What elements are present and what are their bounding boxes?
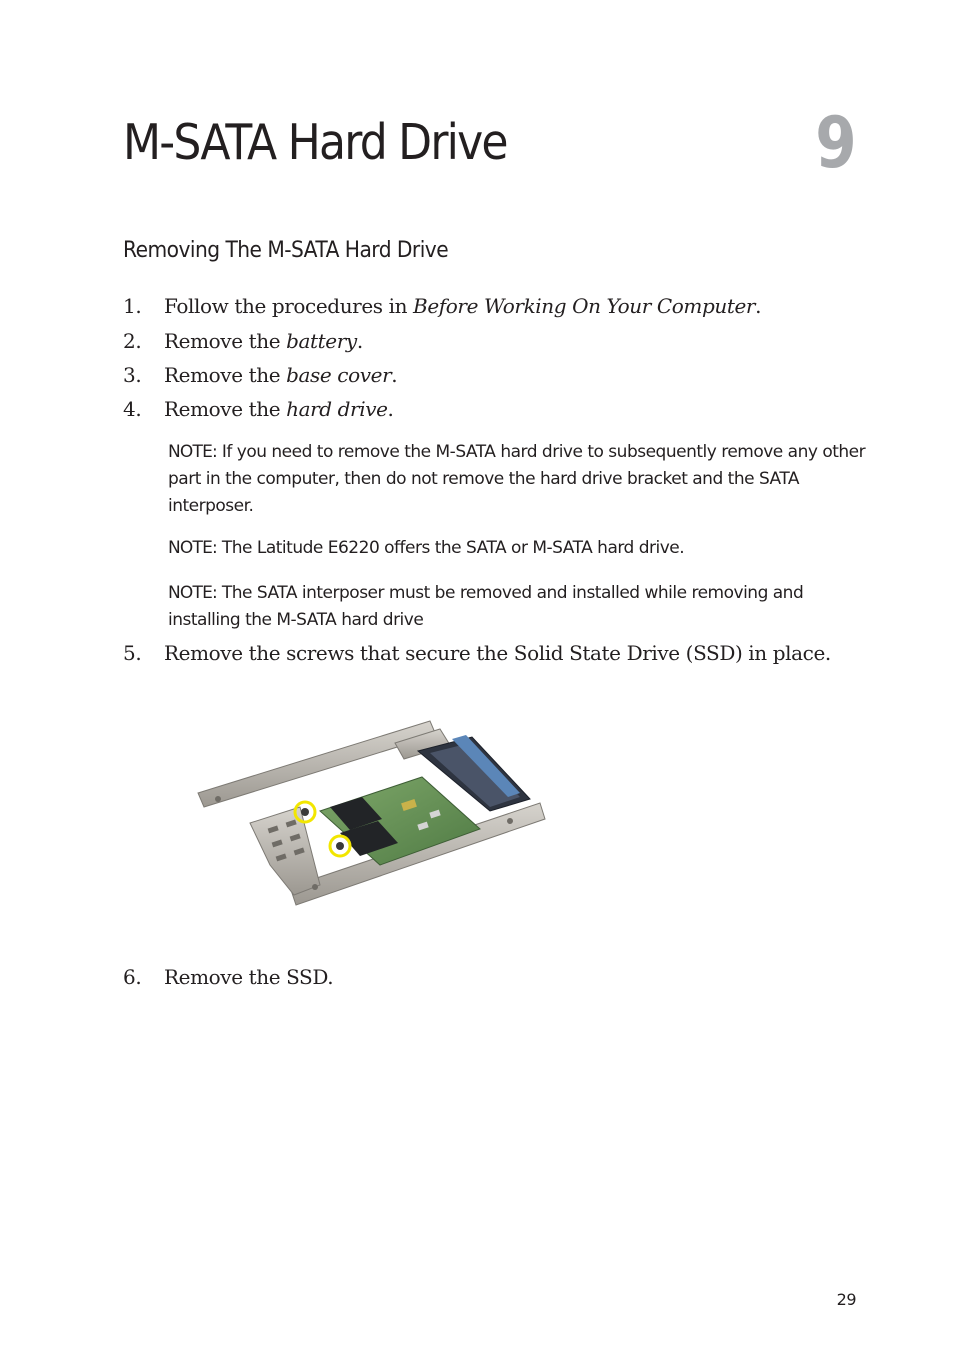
step-number: 4. [123,397,142,421]
step-2 [123,331,363,351]
note-3 [168,580,868,634]
step-number: 5. [123,641,142,665]
step-text: Remove the [164,363,287,387]
note-label: NOTE: [168,538,217,558]
step-5 [123,643,831,663]
step-text-end: . [391,363,398,387]
step-4 [123,399,394,419]
note-text: If you need to remove the M-SATA hard drive to subsequently remove any other part in the computer, then do not remove the hard drive bracket and the SATA interposer. [168,442,866,516]
step-3 [123,365,397,385]
note-text: The SATA interposer must be removed and installed while removing and installing the M-SATA hard drive [168,583,804,630]
note-2 [168,535,868,562]
step-text-end: . [755,294,762,318]
page-number: 29 [836,1290,856,1309]
step-text-end: . [387,397,394,421]
note-text: The Latitude E6220 offers the SATA or M-SATA hard drive. [216,538,685,558]
step-text: Remove the screws that secure the Solid State Drive (SSD) in place. [164,641,831,665]
step-number: 1. [123,294,142,318]
step-text-end: . [356,329,363,353]
step-link-text: Before Working On Your Computer [413,294,756,318]
step-number: 2. [123,329,142,353]
note-label: NOTE: [168,442,217,462]
note-1 [168,439,868,520]
chapter-number: 9 [815,102,857,184]
note-label: NOTE: [168,583,217,603]
step-link-text: base cover [286,363,392,387]
step-number: 3. [123,363,142,387]
section-heading: Removing The M-SATA Hard Drive [123,238,449,263]
step-number: 6. [123,965,142,989]
step-text: Remove the [164,397,287,421]
step-6 [123,967,333,987]
step-link-text: hard drive [286,397,388,421]
step-link-text: battery [286,329,357,353]
chapter-title: M-SATA Hard Drive [123,114,507,171]
step-text: Remove the [164,329,287,353]
step-text: Follow the procedures in [164,294,414,318]
ssd-bracket-figure [190,715,550,915]
step-1 [123,296,761,316]
ssd-bracket-illustration-icon [190,715,550,915]
step-text: Remove the SSD. [164,965,334,989]
